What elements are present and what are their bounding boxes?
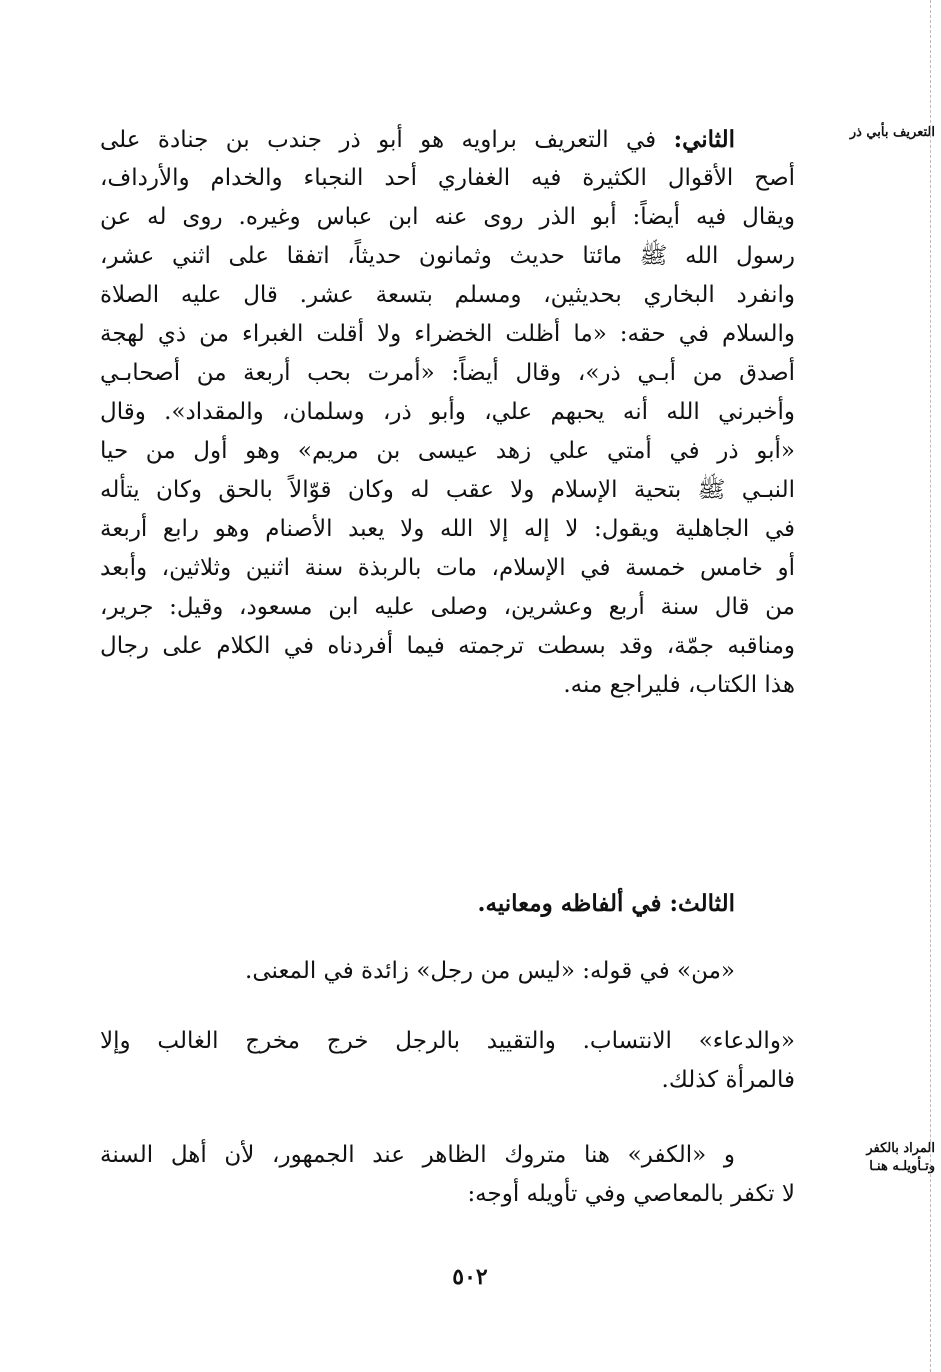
text-line: الثاني: في التعريف براويه هو أبو ذر جندب بن جنادة على [100,120,795,159]
text-line: أصدق من أبـي ذر»، وقال أيضاً: «أمرت بحب أربعة من أصحابـي [100,360,795,386]
margin-note-text: المراد بالكفر [866,1141,935,1156]
text-line: من قال سنة أربع وعشرين، وصلى عليه ابن مسعود، وقيل: جرير، [100,594,795,620]
section-two [100,120,795,705]
paragraph-min [100,952,795,991]
text-line: فالمرأة كذلك. [661,1067,795,1093]
text-line: رسول الله ﷺ مائتا حديث وثمانون حديثاً، اتفقا على اثني عشر، [100,243,795,269]
text-line: ومناقبه جمّة، وقد بسطت ترجمته فيما أفردناه في الكلام على رجال [100,633,795,659]
text-line: ويقال فيه أيضاً: أبو الذر روى عنه ابن عباس وغيره. روى له عن [100,204,795,230]
text-line: أو خامس خمسة في الإسلام، مات بالربذة سنة اثنين وثلاثين، وأبعد [100,555,795,581]
margin-note-kufr [805,1140,935,1176]
text-line: وأخبرني الله أنه يحبهم علي، وأبو ذر، وسلمان، والمقداد». وقال [100,399,795,425]
section-heading: الثاني: [673,126,736,153]
paragraph-kufr [100,1136,795,1214]
paragraph-duaa [100,1022,795,1100]
page-edge [930,0,941,1372]
text-line: «والدعاء» الانتساب. والتقييد بالرجل خرج مخرج الغالب وإلا [100,1028,795,1054]
text-line: «أبو ذر في أمتي علي زهد عيسى بن مريم» وهو أول من حيا [100,438,795,464]
margin-note-text: وتـأويلـه هنـا [869,1159,935,1174]
text-line: و «الكفر» هنا متروك الظاهر عند الجمهور، لأن أهل السنة [100,1142,735,1168]
page-number: ٥٠٢ [452,1264,488,1290]
section-heading: الثالث: في ألفاظه ومعانيه. [477,890,735,917]
text-line: وانفرد البخاري بحديثين، ومسلم بتسعة عشر. قال عليه الصلاة [100,282,795,308]
text-line: النبـي ﷺ بتحية الإسلام ولا عقب له وكان قوّالاً بالحق وكان يتأله [100,477,795,503]
text-line: «من» في قوله: «ليس من رجل» زائدة في المعنى. [245,958,735,984]
text-line: هذا الكتاب، فليراجع منه. [563,672,795,698]
section-three-heading [100,884,795,923]
margin-note-abu-dhar [805,124,935,142]
text-line: أصح الأقوال الكثيرة فيه الغفاري أحد النجباء والخدام والأرداف، [100,165,795,191]
text-line: لا تكفر بالمعاصي وفي تأويله أوجه: [467,1181,795,1207]
text-line: في الجاهلية ويقول: لا إله إلا الله ولا يعبد الأصنام وهو رابع أربعة [100,516,795,542]
margin-note-text: التعريف بأبي ذر [849,125,935,140]
text-line: والسلام في حقه: «ما أظلت الخضراء ولا أقلت الغبراء من ذي لهجة [100,321,795,347]
